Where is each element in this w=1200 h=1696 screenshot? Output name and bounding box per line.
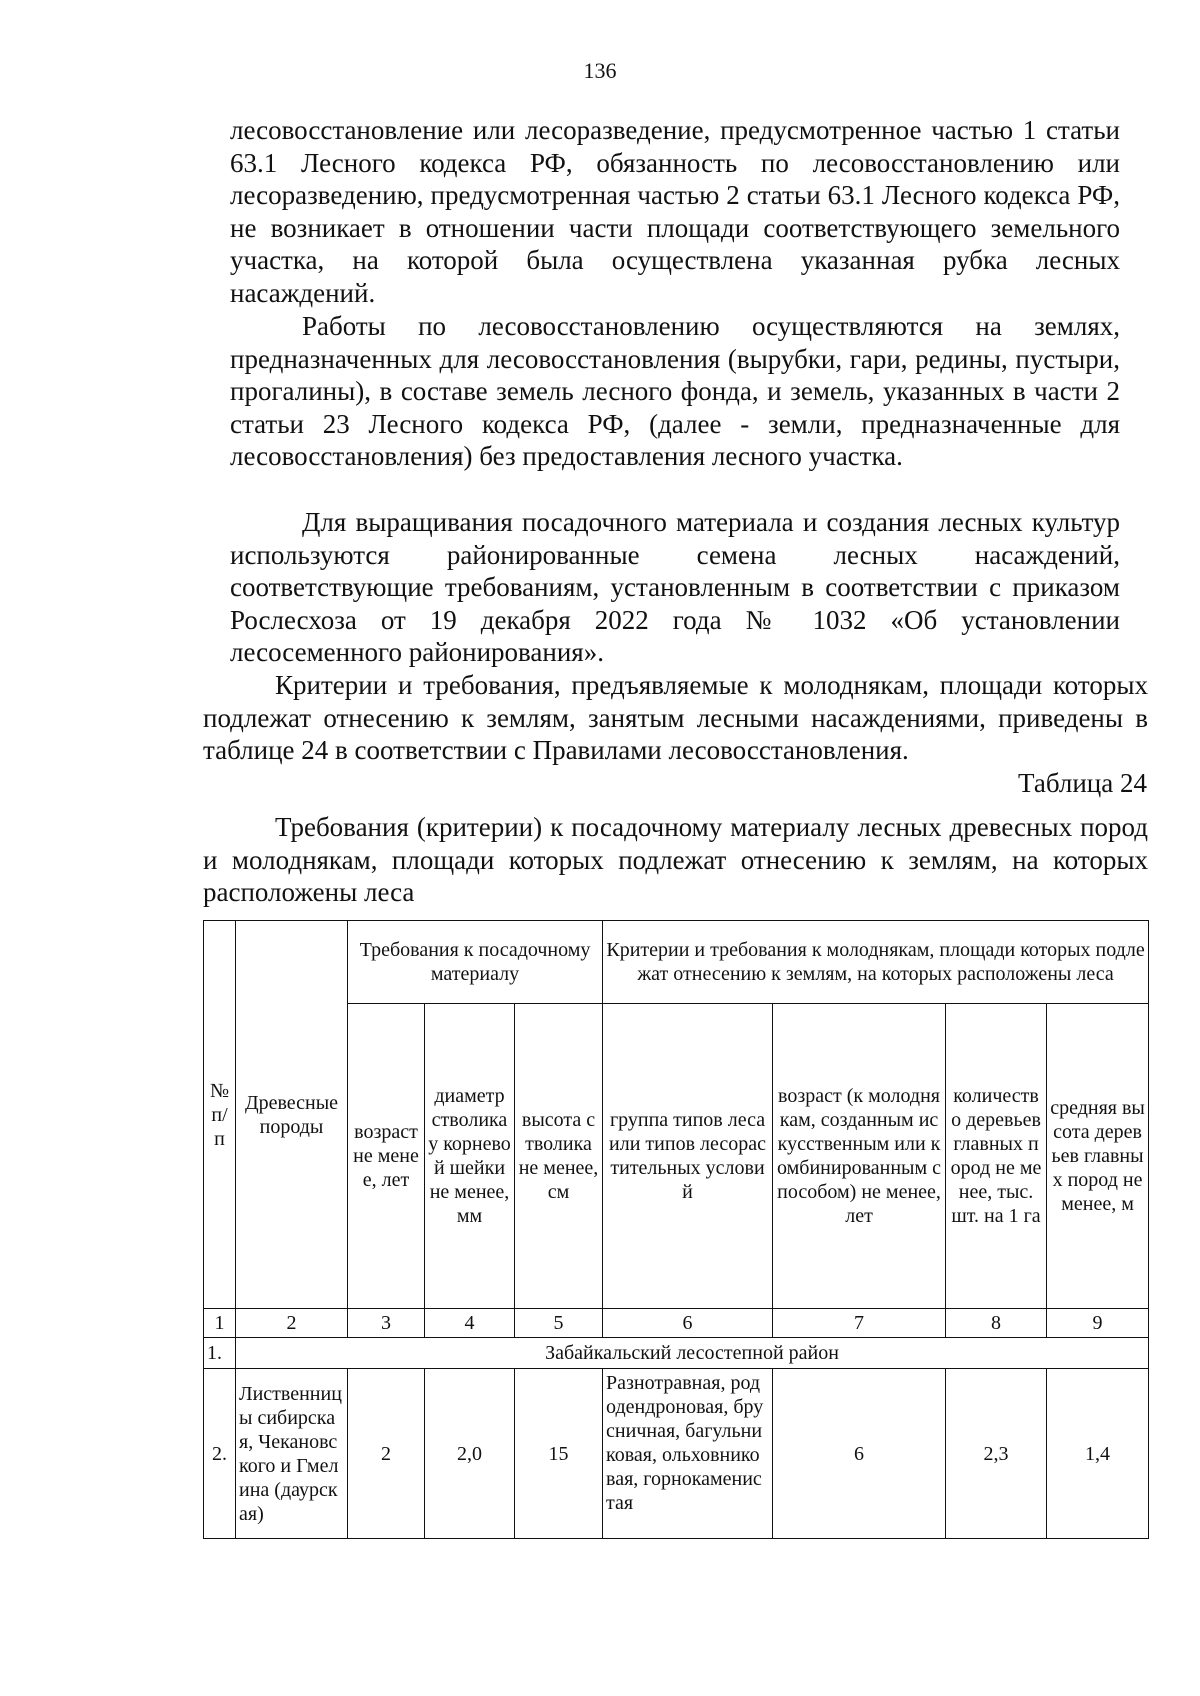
paragraph-1: лесовосстановление или лесоразведение, предусмотренное частью 1 статьи 63.1 Лесного кодекса РФ, обязанность по лесовосстановлению или лесоразведению, предусмотренная частью 2 статьи 63.1 Лесного кодекса РФ, не возникает в отношении части площади соответствующего земельного участка, на которой была осуществлена указанная рубка лесных насаждений. [230,115,1120,308]
header-species: Древесные породы [236,921,348,1309]
header-height: высота стволика не менее, см [515,1004,603,1309]
column-number: 5 [515,1309,603,1338]
page-number: 136 [583,58,617,83]
paragraph-3: Для выращивания посадочного материала и создания лесных культур используются районированные семена лесных насаждений, соответствующие требованиям, установленным в соответствии с приказом Рослесхоза от 19 декабря 2022 года № 1032 «Об установлении лесосеменного районирования». [230,507,1120,668]
column-number: 8 [946,1309,1047,1338]
paragraph-2: Работы по лесовосстановлению осуществляются на землях, предназначенных для лесовосстановления (вырубки, гари, редины, пустыри, прогалины), в составе земель лесного фонда, и земель, указанных в части 2 статьи 23 Лесного кодекса РФ, (далее - земли, предназначенные для лесовосстановления) без предоставления лесного участка. [230,311,1120,472]
header-seedling-requirements: Требования к посадочному материалу [348,921,603,1004]
header-num: № п/п [204,921,236,1309]
requirements-table [203,920,1149,1539]
column-number: 3 [348,1309,425,1338]
header-tree-count: количество деревьев главных пород не менее, тыс. шт. на 1 га [946,1004,1047,1309]
header-young-age: возраст (к молоднякам, созданным искусственным или комбинированным способом) не менее, лет [773,1004,946,1309]
column-number: 7 [773,1309,946,1338]
header-age: возраст не менее, лет [348,1004,425,1309]
table-label: Таблица 24 [1018,768,1147,798]
row-avg-height: 1,4 [1047,1369,1149,1539]
header-diameter: диаметр стволика у корневой шейки не менее, мм [425,1004,515,1309]
section-row [204,1338,1149,1369]
row-number: 2. [204,1369,236,1539]
header-forest-type: группа типов леса или типов лесорастительных условий [603,1004,773,1309]
row-young-age: 6 [773,1369,946,1539]
section-number: 1. [204,1338,236,1369]
table-row [204,1369,1149,1539]
row-height: 15 [515,1369,603,1539]
table-header-row [204,921,1149,1004]
row-species: Лиственницы сибирская, Чекановского и Гмелина (даурская) [236,1369,348,1539]
row-tree-count: 2,3 [946,1369,1047,1539]
header-avg-height: средняя высота деревьев главных пород не менее, м [1047,1004,1149,1309]
header-young-stand-criteria: Критерии и требования к молоднякам, площади которых подлежат отнесению к землям, на которых расположены леса [603,921,1149,1004]
row-diameter: 2,0 [425,1369,515,1539]
table-caption: Требования (критерии) к посадочному материалу лесных древесных пород и молоднякам, площади которых подлежат отнесению к землям, на которых расположены леса [203,812,1148,908]
column-number: 4 [425,1309,515,1338]
paragraph-4: Критерии и требования, предъявляемые к молоднякам, площади которых подлежат отнесению к землям, занятым лесными насаждениями, приведены в таблице 24 в соответствии с Правилами лесовосстановления. [203,670,1148,766]
section-title: Забайкальский лесостепной район [236,1338,1149,1369]
row-forest-type: Разнотравная, рододендроновая, брусничная, багульниковая, ольховниковая, горнокаменистая [603,1369,773,1539]
column-number-row [204,1309,1149,1338]
column-number: 9 [1047,1309,1149,1338]
column-number: 6 [603,1309,773,1338]
column-number: 2 [236,1309,348,1338]
row-age: 2 [348,1369,425,1539]
column-number: 1 [204,1309,236,1338]
